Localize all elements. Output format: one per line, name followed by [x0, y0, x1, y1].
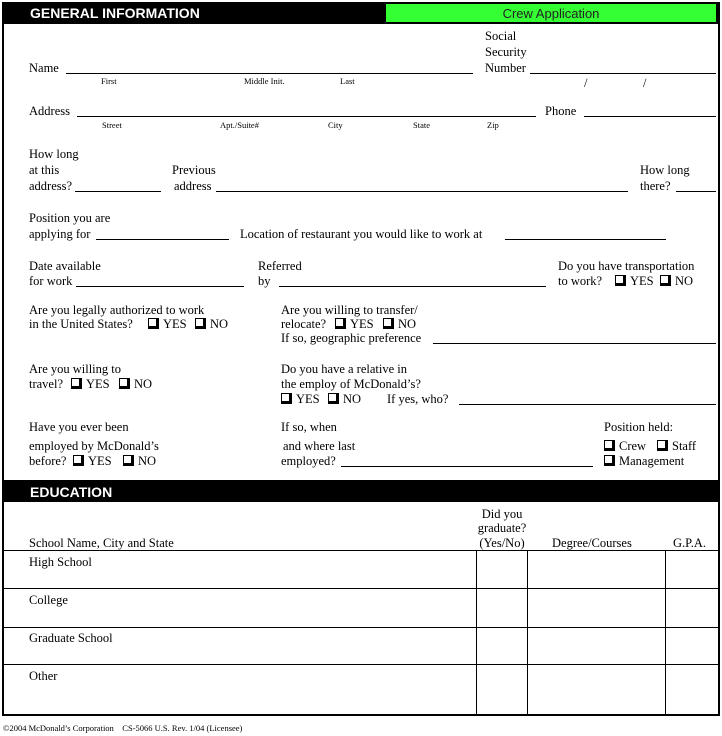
relative-label-1: Do you have a relative in — [281, 362, 407, 376]
referred-field[interactable] — [279, 286, 546, 287]
legal-yes-option[interactable]: YES — [148, 317, 187, 331]
howlong-there-label-1: How long — [640, 163, 690, 177]
position-crew-option[interactable]: Crew — [604, 439, 646, 453]
position-staff-option[interactable]: Staff — [657, 439, 696, 453]
geographic-preference-label: If so, geographic preference — [281, 331, 422, 345]
address-street-sublabel: Street — [102, 120, 122, 130]
col-school-header: School Name, City and State — [29, 536, 174, 550]
name-label: Name — [29, 61, 59, 75]
phone-label: Phone — [545, 104, 577, 118]
name-field[interactable] — [66, 73, 473, 74]
date-available-label-2: for work — [29, 274, 73, 288]
checkbox-icon — [335, 318, 346, 329]
geographic-preference-field[interactable] — [433, 343, 716, 344]
name-first-sublabel: First — [101, 76, 117, 86]
employed-label-1: Have you ever been — [29, 420, 129, 434]
address-field[interactable] — [77, 116, 536, 117]
col-graduated-header-1: Did you — [481, 507, 523, 521]
phone-field[interactable] — [584, 116, 716, 117]
transfer-yes-option[interactable]: YES — [335, 317, 374, 331]
col-gpa-header: G.P.A. — [673, 536, 706, 550]
location-label: Location of restaurant you would like to work at — [240, 227, 483, 241]
howlong-label-3: address? — [29, 179, 73, 193]
position-field[interactable] — [96, 239, 229, 240]
edu-header-divider — [2, 550, 720, 551]
section-title-general: GENERAL INFORMATION — [30, 5, 200, 21]
location-field[interactable] — [505, 239, 666, 240]
edu-row-other: Other — [29, 669, 58, 683]
employed-yes-option[interactable]: YES — [73, 454, 112, 468]
travel-label-1: Are you willing to — [29, 362, 122, 376]
ssn-separator-2: / — [643, 76, 647, 90]
ssn-label-1: Social — [485, 29, 517, 43]
edu-row-divider — [2, 664, 720, 665]
edu-col-divider — [665, 551, 666, 714]
edu-row-divider — [2, 588, 720, 589]
transfer-label-2: relocate? — [281, 317, 327, 331]
transportation-label-2: to work? — [558, 274, 603, 288]
travel-yes-option[interactable]: YES — [71, 377, 110, 391]
legal-label-2: in the United States? — [29, 317, 133, 331]
travel-label-2: travel? — [29, 377, 64, 391]
col-graduated-header-3: (Yes/No) — [479, 536, 525, 550]
referred-label-2: by — [258, 274, 271, 288]
referred-label-1: Referred — [258, 259, 302, 273]
legal-no-option[interactable]: NO — [195, 317, 228, 331]
checkbox-icon — [615, 275, 626, 286]
section-title-education: EDUCATION — [30, 484, 113, 500]
transfer-no-option[interactable]: NO — [383, 317, 416, 331]
checkbox-icon — [328, 393, 339, 404]
ssn-label-2: Security — [485, 45, 527, 59]
position-management-option[interactable]: Management — [604, 454, 684, 468]
relative-label-2: the employ of McDonald’s? — [281, 377, 421, 391]
transportation-no-option[interactable]: NO — [660, 274, 693, 288]
date-available-label-1: Date available — [29, 259, 101, 273]
checkbox-icon — [604, 440, 615, 451]
employed-when-label-2: and where last — [283, 439, 356, 453]
ssn-label-3: Number — [485, 61, 526, 75]
employed-label-2: employed by McDonald’s — [29, 439, 159, 453]
checkbox-icon — [383, 318, 394, 329]
checkbox-icon — [660, 275, 671, 286]
footer-text: ©2004 McDonald’s Corporation CS-5066 U.S. Rev. 1/04 (Licensee) — [3, 723, 243, 733]
howlong-there-field[interactable] — [676, 191, 716, 192]
name-last-sublabel: Last — [340, 76, 355, 86]
employed-when-label-3: employed? — [281, 454, 336, 468]
checkbox-icon — [195, 318, 206, 329]
legal-label-1: Are you legally authorized to work — [29, 303, 205, 317]
address-state-sublabel: State — [413, 120, 430, 130]
howlong-label-1: How long — [29, 147, 79, 161]
checkbox-icon — [119, 378, 130, 389]
ssn-separator-1: / — [584, 76, 588, 90]
relative-yes-option[interactable]: YES — [281, 392, 320, 406]
address-apt-sublabel: Apt./Suite# — [220, 120, 259, 130]
edu-col-divider — [527, 551, 528, 714]
employed-label-3: before? — [29, 454, 67, 468]
edu-row-divider — [2, 627, 720, 628]
position-label-1: Position you are — [29, 211, 111, 225]
employed-when-label-1: If so, when — [281, 420, 337, 434]
relative-no-option[interactable]: NO — [328, 392, 361, 406]
edu-row-college: College — [29, 593, 68, 607]
relative-who-field[interactable] — [459, 404, 716, 405]
previous-address-label-1: Previous — [172, 163, 216, 177]
date-available-field[interactable] — [76, 286, 244, 287]
checkbox-icon — [604, 455, 615, 466]
address-label: Address — [29, 104, 70, 118]
checkbox-icon — [281, 393, 292, 404]
checkbox-icon — [657, 440, 668, 451]
transfer-label-1: Are you willing to transfer/ — [281, 303, 418, 317]
howlong-field[interactable] — [75, 191, 161, 192]
form-border — [2, 2, 720, 716]
ssn-field[interactable] — [530, 73, 716, 74]
checkbox-icon — [71, 378, 82, 389]
edu-row-high-school: High School — [29, 555, 92, 569]
checkbox-icon — [148, 318, 159, 329]
name-middle-sublabel: Middle Init. — [244, 76, 285, 86]
employed-when-field[interactable] — [341, 466, 593, 467]
address-city-sublabel: City — [328, 120, 343, 130]
position-label-2: applying for — [29, 227, 91, 241]
transportation-yes-option[interactable]: YES — [615, 274, 654, 288]
employed-no-option[interactable]: NO — [123, 454, 156, 468]
address-zip-sublabel: Zip — [487, 120, 499, 130]
relative-who-label: If yes, who? — [387, 392, 449, 406]
transportation-label-1: Do you have transportation — [558, 259, 695, 273]
col-degree-header: Degree/Courses — [552, 536, 632, 550]
previous-address-label-2: address — [174, 179, 212, 193]
edu-col-divider — [476, 551, 477, 714]
crew-application-label: Crew Application — [502, 6, 600, 21]
howlong-label-2: at this — [29, 163, 60, 177]
edu-row-graduate-school: Graduate School — [29, 631, 113, 645]
checkbox-icon — [73, 455, 84, 466]
col-graduated-header-2: graduate? — [477, 521, 527, 535]
previous-address-field[interactable] — [216, 191, 628, 192]
howlong-there-label-2: there? — [640, 179, 671, 193]
position-held-label: Position held: — [604, 420, 674, 434]
travel-no-option[interactable]: NO — [119, 377, 152, 391]
checkbox-icon — [123, 455, 134, 466]
